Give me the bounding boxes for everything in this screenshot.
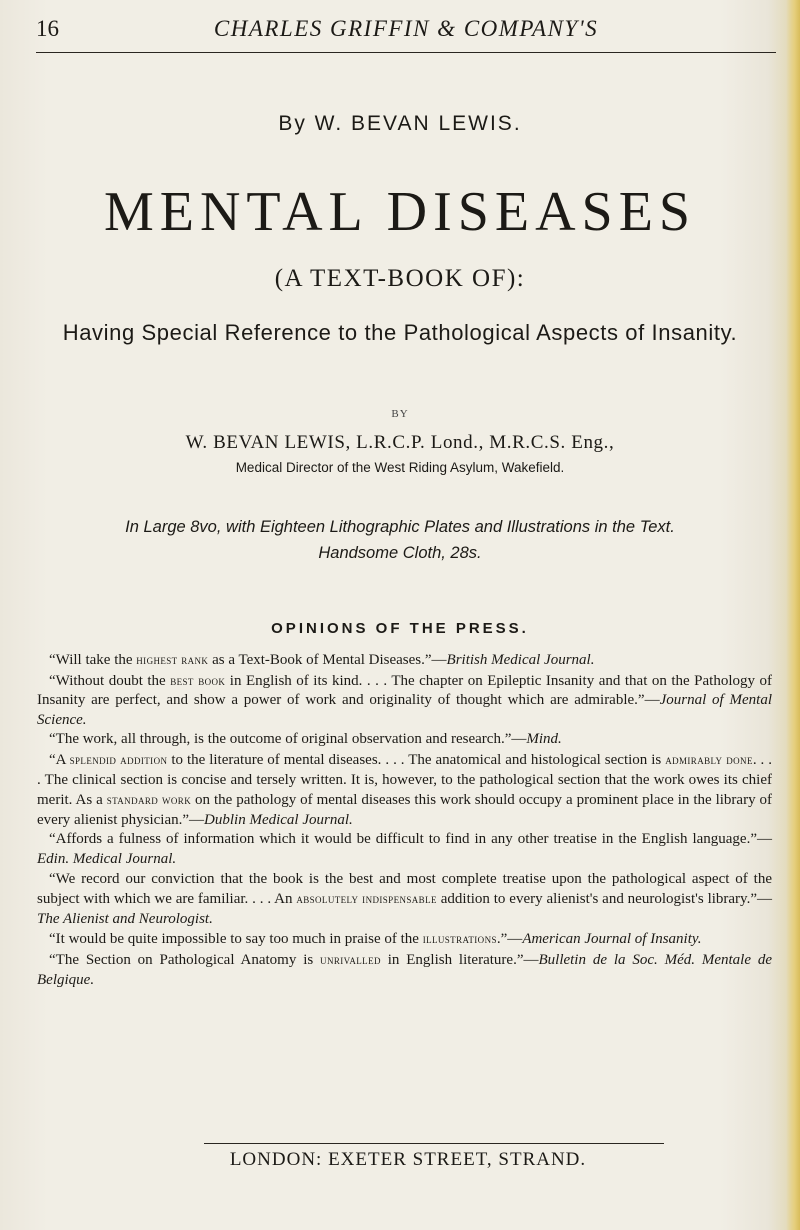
review-text: in English of its kind. . . . The chapter on Epileptic Insanity and that on the Pathology of Insanity are perfect, and show a power of work and originality of thought which are admirable.”— (37, 672, 772, 709)
review-entry (37, 950, 772, 990)
book-subtitle: (A TEXT-BOOK OF): (274, 265, 526, 292)
review-emphasis: unrivalled (320, 951, 381, 967)
review-emphasis: absolutely indispensable (296, 891, 437, 907)
byline: By W. BEVAN LEWIS. (278, 112, 522, 135)
review-text: .”— (496, 931, 523, 948)
edition-price: Handsome Cloth, 28s. (318, 544, 482, 562)
review-source: Dublin Medical Journal. (204, 811, 353, 828)
subject-description: Having Special Reference to the Pathological Aspects of Insanity. (62, 320, 738, 345)
review-text: in English literature.”— (380, 951, 539, 968)
review-source: Edin. Medical Journal. (37, 850, 177, 867)
by-label: BY (391, 408, 409, 420)
publisher-running-title: CHARLES GRIFFIN & COMPANY'S (213, 16, 599, 41)
review-emphasis: illustrations (422, 931, 497, 947)
review-text: . . . . The clinical section is concise and tersely written. It is, however, to the pathological section that the work owes its chief merit. As a (37, 751, 772, 809)
review-entry (37, 750, 772, 830)
review-entry (37, 929, 772, 950)
review-source: Mind. (526, 731, 562, 748)
review-entry (37, 830, 772, 869)
review-emphasis: admirably done (665, 751, 753, 767)
review-source: The Alienist and Neurologist. (37, 910, 213, 927)
header-rule (36, 52, 776, 53)
author-affiliation: Medical Director of the West Riding Asylum, Wakefield. (235, 460, 565, 475)
review-text: “Will take the (49, 652, 137, 668)
book-title: MENTAL DISEASES (103, 181, 697, 243)
review-source: British Medical Journal. (446, 652, 595, 668)
imprint-rule (204, 1143, 664, 1144)
opinions-heading: OPINIONS OF THE PRESS. (271, 620, 529, 637)
review-entry (37, 671, 772, 731)
review-emphasis: splendid addition (69, 751, 168, 767)
review-text: on the pathology of mental diseases this work should occupy a prominent place in the library of every alienist physician.”— (37, 792, 773, 828)
publisher-imprint: LONDON: EXETER STREET, STRAND. (229, 1149, 587, 1170)
review-text: “We record our conviction that the book is the best and most complete treatise upon the pathological aspect of the subject with which we are familiar. . . . An (37, 870, 772, 908)
review-emphasis: highest rank (136, 652, 209, 667)
press-reviews (37, 650, 772, 990)
review-text: “Affords a fulness of information which it would be difficult to find in any other treatise in the English language.”— (49, 831, 772, 848)
review-source: Bulletin de la Soc. Méd. Mentale de Belgique. (37, 951, 772, 988)
review-entry (37, 870, 772, 930)
review-emphasis: best book (170, 672, 226, 688)
review-text: “It would be quite impossible to say too much in praise of the (49, 931, 423, 948)
review-emphasis: standard work (106, 792, 192, 808)
review-text: “A (49, 751, 70, 768)
review-entry (37, 730, 772, 750)
edition-details (40, 514, 760, 566)
review-source: Journal of Mental Science. (37, 692, 772, 728)
edition-format: In Large 8vo, with Eighteen Lithographic Plates and Illustrations in the Text. (125, 518, 675, 536)
review-text: “The work, all through, is the outcome of original observation and research.”— (49, 731, 527, 748)
review-text: as a Text-Book of Mental Diseases.”— (208, 652, 447, 668)
review-source: American Journal of Insanity. (522, 931, 702, 948)
author-credentials: W. BEVAN LEWIS, L.R.C.P. Lond., M.R.C.S. Eng., (185, 432, 615, 453)
page-number: 16 (36, 16, 59, 41)
running-head (36, 16, 776, 56)
review-text: to the literature of mental diseases. . . . The anatomical and histological section is (167, 751, 666, 768)
review-text: “Without doubt the (49, 672, 171, 689)
review-text: addition to every alienist's and neurologist's library.”— (436, 891, 772, 908)
review-entry (37, 650, 772, 671)
review-text: “The Section on Pathological Anatomy is (49, 951, 321, 968)
